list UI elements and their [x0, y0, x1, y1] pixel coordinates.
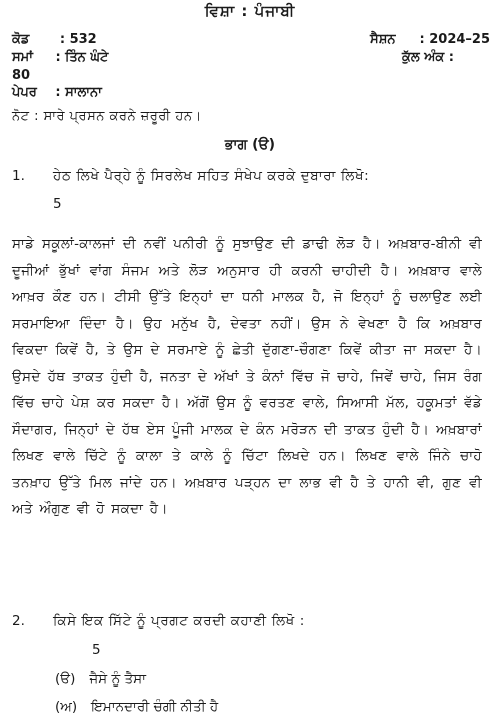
session-label: ਸੈਸ਼ਨ [370, 32, 396, 47]
question-1-text: ਹੇਠ ਲਿਖੇ ਪੈਰ੍ਹੇ ਨੂੰ ਸਿਰਲੇਖ ਸਹਿਤ ਸੰਖੇਪ ਕਰਕੇ ਦੁਬਾਰਾ ਲਿਖੋ: [53, 168, 370, 184]
time-field [12, 50, 108, 65]
option-a-label: (ੳ) [55, 671, 76, 687]
section-title: ਭਾਗ (ੳ) [224, 137, 276, 153]
code-value: : 532 [59, 32, 97, 47]
total-marks-field [402, 50, 454, 65]
paper-field [12, 85, 102, 100]
paper-value: : ਸਾਲਾਨਾ [55, 85, 102, 100]
option-b-text: ਇਮਾਨਦਾਰੀ ਚੰਗੀ ਨੀਤੀ ਹੈ [91, 699, 219, 715]
code-label: ਕੋਡ [12, 32, 30, 47]
option-a-text: ਜੈਸੇ ਨੂੰ ਤੈਸਾ [89, 671, 146, 687]
code-field [12, 32, 97, 47]
time-value: : ਤਿੰਨ ਘੰਟੇ [55, 50, 109, 65]
question-2-text: ਕਿਸੇ ਇਕ ਸਿੱਟੇ ਨੂੰ ਪ੍ਰਗਟ ਕਰਦੀ ਕਹਾਣੀ ਲਿਖੋ : [53, 613, 305, 629]
question-2-marks: 5 [92, 642, 101, 658]
time-marks-row [12, 50, 490, 65]
code-session-row [12, 32, 490, 47]
total-marks-label: ਕੁੱਲ ਅੰਕ : [402, 50, 454, 65]
instructions-note: ਨੋਟ : ਸਾਰੇ ਪ੍ਰਸਨ ਕਰਨੇ ਜ਼ਰੂਰੀ ਹਨ। [12, 109, 202, 124]
subject-title: ਵਿਸ਼ਾ : ਪੰਜਾਬੀ [204, 2, 296, 20]
question-1-marks: 5 [53, 196, 62, 212]
option-b-label: (ਅ) [55, 699, 78, 715]
session-value: : 2024–25 [419, 32, 490, 47]
paper-label: ਪੇਪਰ [12, 85, 37, 100]
time-label: ਸਮਾਂ [12, 50, 33, 65]
question-2-option-b [55, 699, 218, 715]
question-1-number: 1. [12, 168, 25, 184]
session-field [370, 32, 490, 47]
question-2-option-a [55, 671, 146, 687]
question-2-number: 2. [12, 613, 25, 629]
total-marks-value: 80 [12, 68, 31, 83]
question-1-passage: ਸਾਡੇ ਸਕੂਲਾਂ-ਕਾਲਜਾਂ ਦੀ ਨਵੀਂ ਪਨੀਰੀ ਨੂੰ ਸੁਝਾਉਣ ਦੀ ਡਾਢੀ ਲੋੜ ਹੈ। ਅਖ਼ਬਾਰ-ਬੀਨੀ ਵੀ ਦੂਜੀਆਂ ਭੁੱਖਾਂ ਵਾਂਗ ਸੰਜਮ ਅਤੇ ਲੋੜ ਅਨੁਸਾਰ ਹੀ ਕਰਨੀ ਚਾਹੀਦੀ ਹੈ। ਅਖ਼ਬਾਰ ਵਾਲੇ ਆਖ਼ਰ ਕੌਣ ਹਨ। ਟੀਸੀ ਉੱਤੇ ਇਨ੍ਹਾਂ ਦਾ ਧਨੀ ਮਾਲਕ ਹੈ, ਜੋ ਇਨ੍ਹਾਂ ਨੂੰ ਚਲਾਉਣ ਲਈ ਸਰਮਾਇਆ ਦਿੰਦਾ ਹੈ। ਉਹ ਮਨੁੱਖ ਹੈ, ਦੇਵਤਾ ਨਹੀਂ। ਉਸ ਨੇ ਵੇਖਣਾ ਹੈ ਕਿ ਅਖ਼ਬਾਰ ਵਿਕਦਾ ਕਿਵੇਂ ਹੈ, ਤੇ ਉਸ ਦੇ ਸਰਮਾਏ ਨੂੰ ਛੇਤੀ ਦੁੱਗਣਾ-ਚੌਗਣਾ ਕਿਵੇਂ ਕੀਤਾ ਜਾ ਸਕਦਾ ਹੈ। ਉਸਦੇ ਹੱਥ ਤਾਕਤ ਹੁੰਦੀ ਹੈ, ਜਨਤਾ ਦੇ ਅੱਖਾਂ ਤੇ ਕੰਨਾਂ ਵਿੱਚ ਜੋ ਚਾਹੇ, ਜਿਵੇਂ ਚਾਹੇ, ਜਿਸ ਰੰਗ ਵਿੱਚ ਚਾਹੇ ਪੇਸ਼ ਕਰ ਸਕਦਾ ਹੈ। ਅੱਗੋਂ ਉਸ ਨੂੰ ਵਰਤਣ ਵਾਲੇ, ਸਿਆਸੀ ਮੱਲ, ਹਕੂਮਤਾਂ ਵੱਡੇ ਸੌਦਾਗਰ, ਜਿਨ੍ਹਾਂ ਦੇ ਹੱਥ ਏਸ ਪੂੰਜੀ ਮਾਲਕ ਦੇ ਕੰਨ ਮਰੋੜਨ ਦੀ ਤਾਕਤ ਹੁੰਦੀ ਹੈ। ਅਖ਼ਬਾਰਾਂ ਲਿਖਣ ਵਾਲੇ ਚਿੱਟੇ ਨੂੰ ਕਾਲਾ ਤੇ ਕਾਲੇ ਨੂੰ ਚਿੱਟਾ ਲਿਖਦੇ ਹਨ। ਲਿਖਣ ਵਾਲੇ ਜਿੰਨੇ ਚਾਹੋ ਤਨਖ਼ਾਹ ਉੱਤੇ ਮਿਲ ਜਾਂਦੇ ਹਨ। ਅਖ਼ਬਾਰ ਪੜ੍ਹਨ ਦਾ ਲਾਭ ਵੀ ਹੈ ਤੇ ਹਾਨੀ ਵੀ, ਗੁਣ ਵੀ ਅਤੇ ਔਗੁਣ ਵੀ ਹੋ ਸਕਦਾ ਹੈ। [12, 236, 482, 517]
